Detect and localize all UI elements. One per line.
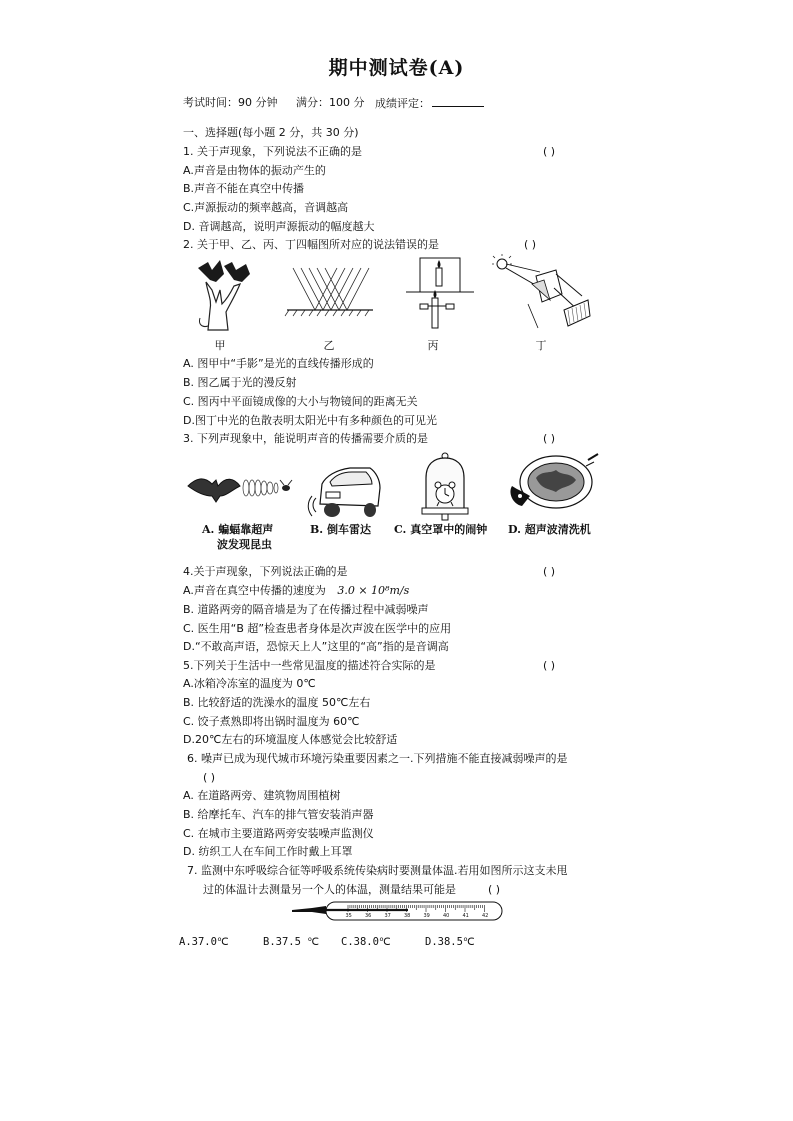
thermometer-tick-label: 37 (384, 913, 391, 919)
q6-option-c: C. 在城市主要道路两旁安装噪声监测仪 (183, 827, 374, 840)
q6-option-b: B. 给摩托车、汽车的排气管安装消声器 (183, 808, 374, 821)
exam-score: 满分：100 分 (296, 96, 365, 109)
q5-option-d: D.20℃左右的环境温度人体感觉会比较舒适 (183, 733, 398, 746)
q7-option-a: A.37.0℃ (179, 936, 229, 948)
q6-option-a: A. 在道路两旁、建筑物周围植树 (183, 789, 341, 802)
q5-option-b: B. 比较舒适的洗澡水的温度 50℃左右 (183, 696, 371, 709)
thermometer-figure (292, 900, 504, 922)
hand-shadow-figure (190, 260, 260, 332)
q3-caption-a-line2: 波发现昆虫 (217, 538, 272, 551)
q2-option-a: A. 图甲中“手影”是光的直线传播形成的 (183, 357, 374, 370)
q4-option-b: B. 道路两旁的隔音墙是为了在传播过程中减弱噪声 (183, 603, 429, 616)
q7-stem-line2: 过的体温计去测量另一个人的体温，测量结果可能是 (203, 883, 456, 896)
q7-option-d: D.38.5℃ (425, 936, 475, 948)
q7-option-c: C.38.0℃ (341, 936, 391, 948)
q3-stem: 3. 下列声现象中，能说明声音的传播需要介质的是 (183, 432, 428, 445)
q5-answer-paren[interactable]: ( ) (543, 659, 556, 672)
q7-option-b: B.37.5 ℃ (263, 936, 320, 948)
q3-caption-c: C. 真空罩中的闹钟 (394, 523, 488, 536)
figure-label-bing: 丙 (427, 339, 439, 352)
q4-answer-paren[interactable]: ( ) (543, 565, 556, 578)
q7-answer-paren[interactable]: ( ) (488, 883, 501, 896)
reversing-radar-figure (310, 458, 382, 520)
q5-option-c: C. 饺子煮熟即将出锅时温度为 60℃ (183, 715, 360, 728)
q7-stem-line1: 7. 监测中东呼吸综合征等呼吸系统传染病时要测量体温.若用如图所示这支未甩 (187, 864, 568, 877)
q6-answer-paren[interactable]: ( ) (203, 771, 216, 784)
q2-stem: 2. 关于甲、乙、丙、丁四幅图所对应的说法错误的是 (183, 238, 439, 251)
page-title: 期中测试卷(A) (328, 57, 465, 79)
bat-ultrasound-figure (186, 466, 294, 514)
q1-answer-paren[interactable]: ( ) (543, 145, 556, 158)
ultrasonic-cleaner-figure (506, 452, 602, 512)
thermometer-tick-label: 38 (404, 913, 411, 919)
grade-field (375, 96, 484, 111)
q6-option-d: D. 纺织工人在车间工作时戴上耳罩 (183, 845, 353, 858)
q1-option-a: A.声音是由物体的振动产生的 (183, 164, 326, 177)
thermometer-tick-label: 39 (423, 913, 430, 919)
grade-blank[interactable] (432, 96, 484, 107)
thermometer-tick-label: 35 (345, 913, 352, 919)
q5-stem: 5.下列关于生活中一些常见温度的描述符合实际的是 (183, 659, 436, 672)
q6-stem: 6. 噪声已成为现代城市环境污染重要因素之一.下列措施不能直接减弱噪声的是 (187, 752, 568, 765)
q1-option-d: D. 音调越高，说明声源振动的幅度越大 (183, 220, 375, 233)
q5-option-a: A.冰箱冷冻室的温度为 0℃ (183, 677, 316, 690)
vacuum-bell-jar-figure (420, 452, 470, 520)
q3-caption-a-line1: A. 蝙蝠靠超声 (202, 523, 274, 536)
prism-dispersion-figure (494, 254, 594, 334)
thermometer-tick-label: 36 (365, 913, 372, 919)
q4-option-d: D.“不敢高声语，恐惊天上人”这里的“高”指的是音调高 (183, 640, 449, 653)
reflection-figure (285, 266, 375, 322)
q3-caption-b: B. 倒车雷达 (310, 523, 371, 536)
q1-stem: 1. 关于声现象，下列说法不正确的是 (183, 145, 362, 158)
q1-option-c: C.声源振动的频率越高，音调越高 (183, 201, 349, 214)
q4-option-c: C. 医生用“B 超”检查患者身体是次声波在医学中的应用 (183, 622, 452, 635)
q4-option-a (183, 584, 409, 598)
figure-label-yi: 乙 (323, 339, 335, 352)
q2-option-c: C. 图丙中平面镜成像的大小与物镜间的距离无关 (183, 395, 418, 408)
q1-option-b: B.声音不能在真空中传播 (183, 182, 305, 195)
q4-option-a-formula: 3.0 × 10⁸m/s (337, 584, 410, 597)
figure-label-jia: 甲 (214, 339, 226, 352)
grade-label: 成绩评定： (375, 97, 430, 110)
q4-stem: 4.关于声现象，下列说法正确的是 (183, 565, 348, 578)
q2-option-b: B. 图乙属于光的漫反射 (183, 376, 297, 389)
q2-answer-paren[interactable]: ( ) (524, 238, 537, 251)
thermometer-tick-label: 41 (462, 913, 469, 919)
figure-label-ding: 丁 (535, 339, 547, 352)
plane-mirror-figure (406, 256, 474, 334)
thermometer-tick-label: 40 (443, 913, 450, 919)
q3-caption-d: D. 超声波清洗机 (508, 523, 591, 536)
q4-option-a-text: A.声音在真空中传播的速度为 (183, 584, 326, 597)
exam-time: 考试时间：90 分钟 (183, 96, 278, 109)
section-heading: 一、选择题(每小题 2 分，共 30 分) (183, 126, 359, 139)
q3-answer-paren[interactable]: ( ) (543, 432, 556, 445)
thermometer-tick-label: 42 (482, 913, 489, 919)
q2-option-d: D.图丁中光的色散表明太阳光中有多种颜色的可见光 (183, 414, 437, 427)
